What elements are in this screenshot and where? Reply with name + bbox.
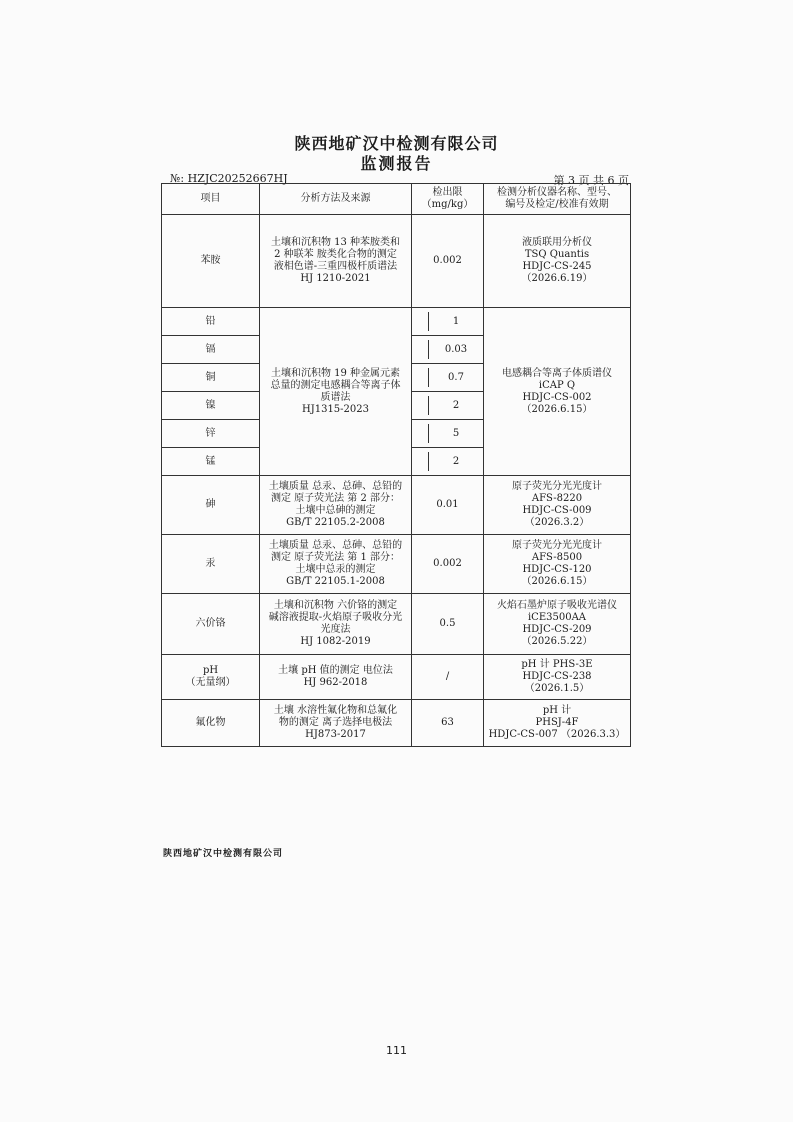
limit-value: 0.03 <box>428 340 483 359</box>
instrument-line: 液质联用分析仪 <box>522 237 592 248</box>
limit-cell <box>412 364 484 392</box>
page-number: 111 <box>386 1044 407 1057</box>
instrument-cell <box>484 594 631 655</box>
instrument-cell <box>484 476 631 535</box>
limit-cell: 0.01 <box>412 476 484 535</box>
item-cell: 铜 <box>162 364 260 392</box>
instrument-line: 原子荧光分光光度计 <box>512 481 602 492</box>
method-line: 土壤质量 总汞、总砷、总铅的 <box>268 540 403 551</box>
instrument-line: （2026.6.19） <box>521 273 593 284</box>
limit-cell: 0.002 <box>412 215 484 308</box>
method-line: 土壤和沉积物 六价铬的测定 <box>273 600 398 611</box>
method-line: GB/T 22105.2-2008 <box>286 517 385 528</box>
item-cell: 汞 <box>162 535 260 594</box>
instrument-line: HDJC-CS-007 （2026.3.3） <box>488 729 626 740</box>
method-line: HJ 962-2018 <box>303 677 368 688</box>
method-line: 总量的测定电感耦合等离子体 <box>270 379 401 391</box>
instrument-line: iCAP Q <box>538 379 576 391</box>
instrument-line: （2026.5.22） <box>521 636 593 647</box>
method-line: 土壤 水溶性氟化物和总氟化 <box>273 705 398 716</box>
instrument-line: HDJC-CS-238 <box>522 671 592 682</box>
table-header-row <box>162 184 631 215</box>
method-line: 土壤质量 总汞、总砷、总铅的 <box>268 481 403 492</box>
limit-value: 0.7 <box>428 368 483 387</box>
instrument-cell <box>484 535 631 594</box>
column-header-item: 项目 <box>162 184 260 215</box>
column-header-limit <box>412 184 484 215</box>
instrument-line: （2026.3.2） <box>524 517 590 528</box>
method-line: 测定 原子荧光法 第 2 部分： <box>270 493 401 504</box>
limit-value: 2 <box>428 396 483 415</box>
limit-cell: 0.002 <box>412 535 484 594</box>
limit-cell <box>412 420 484 448</box>
report-number: №: HZJC20252667HJ <box>170 172 288 185</box>
method-line: HJ 1082-2019 <box>300 636 371 647</box>
table-row <box>162 308 631 336</box>
instrument-cell <box>484 655 631 700</box>
column-header-method: 分析方法及来源 <box>260 184 412 215</box>
instrument-line: 电感耦合等离子体质谱仪 <box>502 367 612 379</box>
item-cell: 氟化物 <box>162 700 260 747</box>
table-row <box>162 476 631 535</box>
results-table <box>161 183 631 747</box>
report-title: 监测报告 <box>360 154 433 173</box>
limit-value: 5 <box>428 424 483 443</box>
method-line: HJ873-2017 <box>305 729 366 740</box>
instrument-cell <box>484 308 631 476</box>
method-line: 2 种联苯 胺类化合物的测定 <box>274 249 397 260</box>
page-count: 第 3 页 共 6 页 <box>553 174 629 187</box>
item-cell: 镍 <box>162 392 260 420</box>
item-cell: 砷 <box>162 476 260 535</box>
instrument-line: HDJC-CS-120 <box>522 564 592 575</box>
method-line: 光度法 <box>320 624 351 635</box>
method-line: HJ1315-2023 <box>301 403 369 415</box>
limit-cell <box>412 308 484 336</box>
instrument-line: 原子荧光分光光度计 <box>512 540 602 551</box>
item-cell: 铅 <box>162 308 260 336</box>
method-cell <box>260 308 412 476</box>
item-cell: 锌 <box>162 420 260 448</box>
instrument-line: pH 计 PHS-3E <box>521 659 593 670</box>
method-line: 土壤 pH 值的测定 电位法 <box>278 665 393 676</box>
instrument-line: 火焰石墨炉原子吸收光谱仪 <box>497 600 617 611</box>
instrument-line: （2026.6.15） <box>521 576 593 587</box>
table-row <box>162 535 631 594</box>
method-cell <box>260 215 412 308</box>
item-cell: 镉 <box>162 336 260 364</box>
item-cell <box>162 655 260 700</box>
method-line: 土壤和沉积物 19 种金属元素 <box>270 367 401 379</box>
instrument-line: AFS-8220 <box>531 493 583 504</box>
item-cell: 苯胺 <box>162 215 260 308</box>
table-row <box>162 594 631 655</box>
instrument-cell <box>484 215 631 308</box>
limit-header-text: 检出限 （mg/kg） <box>421 187 474 210</box>
limit-cell <box>412 392 484 420</box>
instrument-line: iCE3500AA <box>527 612 587 623</box>
limit-value: 1 <box>428 312 483 331</box>
instrument-line: PHSJ-4F <box>535 717 579 728</box>
method-cell <box>260 535 412 594</box>
method-line: 物的测定 离子选择电极法 <box>278 717 393 728</box>
method-cell <box>260 476 412 535</box>
instrument-line: AFS-8500 <box>531 552 583 563</box>
method-line: 土壤和沉积物 13 种苯胺类和 <box>270 237 401 248</box>
method-cell <box>260 700 412 747</box>
instrument-line: （2026.1.5） <box>524 683 590 694</box>
table-row <box>162 215 631 308</box>
instrument-header-text: 检测分析仪器名称、型号、 编号及检定/校准有效期 <box>497 187 617 210</box>
item-line: （无量纲） <box>185 677 236 688</box>
item-cell: 六价铬 <box>162 594 260 655</box>
method-line: 土壤中总砷的测定 <box>295 505 376 516</box>
instrument-line: pH 计 <box>542 705 572 716</box>
method-line: 测定 原子荧光法 第 1 部分： <box>270 552 401 563</box>
method-line: 土壤中总汞的测定 <box>295 564 376 575</box>
table-row <box>162 700 631 747</box>
limit-cell: 63 <box>412 700 484 747</box>
method-cell <box>260 594 412 655</box>
footer-company: 陕西地矿汉中检测有限公司 <box>163 849 284 859</box>
limit-value: 2 <box>428 452 483 471</box>
company-name: 陕西地矿汉中检测有限公司 <box>294 134 499 153</box>
method-line: 碱溶液提取-火焰原子吸收分光 <box>268 612 403 623</box>
instrument-cell <box>484 700 631 747</box>
instrument-line: HDJC-CS-002 <box>522 391 592 403</box>
instrument-line: HDJC-CS-009 <box>522 505 592 516</box>
column-header-instrument <box>484 184 631 215</box>
table-row <box>162 655 631 700</box>
item-cell: 锰 <box>162 448 260 476</box>
limit-cell <box>412 448 484 476</box>
limit-cell: 0.5 <box>412 594 484 655</box>
limit-cell: / <box>412 655 484 700</box>
method-line: HJ 1210-2021 <box>300 273 371 284</box>
instrument-line: （2026.6.15） <box>521 403 593 415</box>
item-line: pH <box>202 665 219 676</box>
limit-cell <box>412 336 484 364</box>
instrument-line: HDJC-CS-245 <box>522 261 592 272</box>
method-line: 液相色谱-三重四极杆质谱法 <box>273 261 398 272</box>
instrument-line: TSQ Quantis <box>524 249 590 260</box>
method-line: GB/T 22105.1-2008 <box>286 576 385 587</box>
method-line: 质谱法 <box>320 391 351 403</box>
instrument-line: HDJC-CS-209 <box>522 624 592 635</box>
method-cell <box>260 655 412 700</box>
